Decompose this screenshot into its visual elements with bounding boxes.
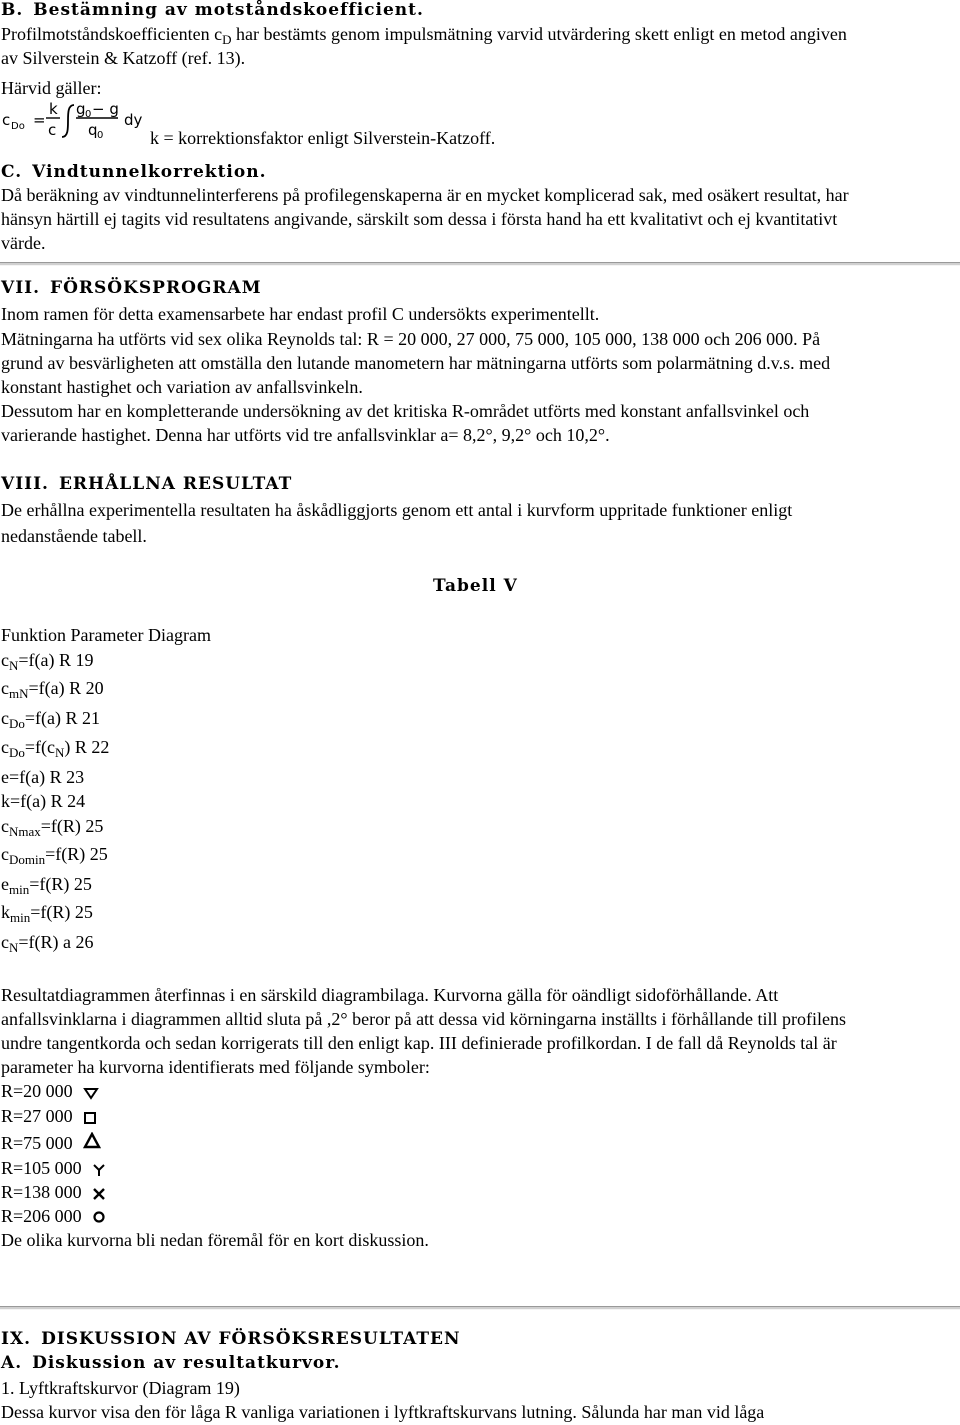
triangle-up-icon: [83, 1132, 101, 1150]
paragraph-line: Dessutom har en kompletterande undersökning av det kritiska R-området utförts med konstant anfallsvinkel och: [1, 401, 810, 421]
table-row: $c_{Domin}=f(R)$ 25: [1, 844, 108, 867]
paragraph-line: Resultatdiagrammen återfinnas i en särskild diagrambilaga. Kurvorna gälla för oändligt sidoförhållande. Att: [1, 985, 779, 1005]
section-heading-b: B. Bestämning av motståndskoefficient.: [1, 0, 424, 20]
symbol-legend-item: R=105 000: [1, 1156, 106, 1180]
paragraph-line: av Silverstein & Katzoff (ref. 13).: [1, 48, 246, 68]
section-heading-viii: VIII. ERHÅLLNA RESULTAT: [1, 474, 293, 494]
svg-text:c: c: [48, 121, 57, 139]
paragraph-line: varierande hastighet. Denna har utförts vid tre anfallsvinklar a= 8,2°, 9,2° och 10,2°.: [1, 425, 610, 445]
table-title: Tabell V: [433, 576, 518, 596]
svg-text:0: 0: [97, 130, 104, 141]
paragraph-line: värde.: [1, 233, 46, 253]
section-heading-ix: IX. DISKUSSION AV FÖRSÖKSRESULTATEN: [1, 1329, 461, 1349]
paragraph-line: hänsyn härtill ej tagits vid resultatens angivande, särskilt som dessa i första hand ha ett kvalitativt och ej kvantitativt: [1, 209, 838, 229]
svg-text:=: =: [33, 111, 46, 129]
paragraph-line: parameter ha kurvorna identifierats med följande symboler:: [1, 1057, 430, 1077]
table-row: $e_{min}=f(R)$ 25: [1, 874, 92, 897]
table-row: $c_{Do}=f(a)$ R 21: [1, 708, 101, 731]
svg-text:dy: dy: [124, 111, 143, 129]
table-row: $c_N=f(a)$ R 19: [1, 650, 94, 673]
y-mark-icon: [92, 1163, 106, 1177]
paragraph-line: grund av besvärligheten att omställa den lutande manometern har mätningarna utförts som polarmätning d.v.s. med: [1, 353, 831, 373]
section-heading-c: C. Vindtunnelkorrektion.: [1, 162, 267, 182]
circle-icon: [92, 1211, 106, 1225]
symbol-legend-item: R=75 000: [1, 1131, 101, 1155]
section-heading-vii: VII. FÖRSÖKSPROGRAM: [1, 278, 262, 298]
x-mark-icon: [92, 1187, 106, 1201]
symbol-legend-item: R=20 000: [1, 1079, 99, 1103]
svg-text:c: c: [2, 111, 11, 129]
paragraph-line: Dessa kurvor visa den för låga R vanliga variationen i lyftkraftskurvans lutning. Sålunda har man vid låga: [1, 1402, 765, 1422]
table-row: k=f(a) R 24: [1, 791, 86, 811]
paragraph-line: Härvid gäller:: [1, 78, 102, 98]
subsection-heading-a: A. Diskussion av resultatkurvor.: [1, 1353, 341, 1373]
paragraph-line: Inom ramen för detta examensarbete har endast profil C undersökts experimentellt.: [1, 304, 600, 324]
horizontal-divider: [0, 1306, 960, 1310]
symbol-legend-item: R=138 000: [1, 1180, 106, 1204]
svg-text:Do: Do: [11, 121, 25, 132]
correction-factor-note: k = korrektionsfaktor enligt Silverstein-Katzoff.: [150, 128, 496, 148]
table-header: Funktion Parameter Diagram: [1, 625, 211, 645]
paragraph-line: Mätningarna ha utförts vid sex olika Reynolds tal: R = 20 000, 27 000, 75 000, 105 000, 138 000 och 206 000. På: [1, 329, 821, 349]
paragraph-line: De olika kurvorna bli nedan föremål för en kort diskussion.: [1, 1230, 429, 1250]
table-row: $c_{mN}=f(a)$ R 20: [1, 678, 104, 701]
svg-text:k: k: [49, 100, 58, 118]
svg-text:q: q: [88, 121, 98, 139]
horizontal-divider: [0, 262, 960, 266]
table-row: e=f(a) R 23: [1, 767, 85, 787]
paragraph-line: Profilmotståndskoefficienten $c_D$ har bestämts genom impulsmätning varvid utvärdering skett enligt en metod angiven: [1, 24, 847, 47]
paragraph-line: konstant hastighet och variation av anfallsvinkeln.: [1, 377, 363, 397]
subsection-title: 1. Lyftkraftskurvor (Diagram 19): [1, 1378, 240, 1398]
paragraph-line: undre tangentkorda och sedan korrigerats till den enligt kap. III definierade profilkordan. I de fall då Reynolds tal är: [1, 1033, 837, 1053]
paragraph-line: anfallsvinklarna i diagrammen alltid sluta på ,2° beror på att dessa vid körningarna inställts i förhållande till profilens: [1, 1009, 846, 1029]
table-row: $c_N=f(R)$ a 26: [1, 932, 94, 955]
paragraph-line: Då beräkning av vindtunnelinterferens på profilegenskaperna är en mycket komplicerad sak, med osäkert resultat, har: [1, 185, 849, 205]
symbol-legend-item: R=206 000: [1, 1204, 106, 1228]
svg-text:g: g: [76, 100, 86, 118]
table-row: $c_{Nmax}=f(R)$ 25: [1, 816, 104, 839]
paragraph-line: nedanstående tabell.: [1, 526, 147, 546]
table-row: $k_{min}=f(R)$ 25: [1, 902, 93, 925]
square-icon: [83, 1111, 97, 1125]
drag-coefficient-formula: [2, 99, 146, 141]
table-row: $c_{Do}=f(c_N)$ R 22: [1, 737, 110, 760]
svg-text:0: 0: [85, 109, 92, 120]
svg-text:− g: − g: [92, 100, 119, 118]
paragraph-line: De erhållna experimentella resultaten ha åskådliggjorts genom ett antal i kurvform uppritade funktioner enligt: [1, 500, 793, 520]
symbol-legend-item: R=27 000: [1, 1104, 97, 1128]
triangle-down-icon: [83, 1086, 99, 1100]
